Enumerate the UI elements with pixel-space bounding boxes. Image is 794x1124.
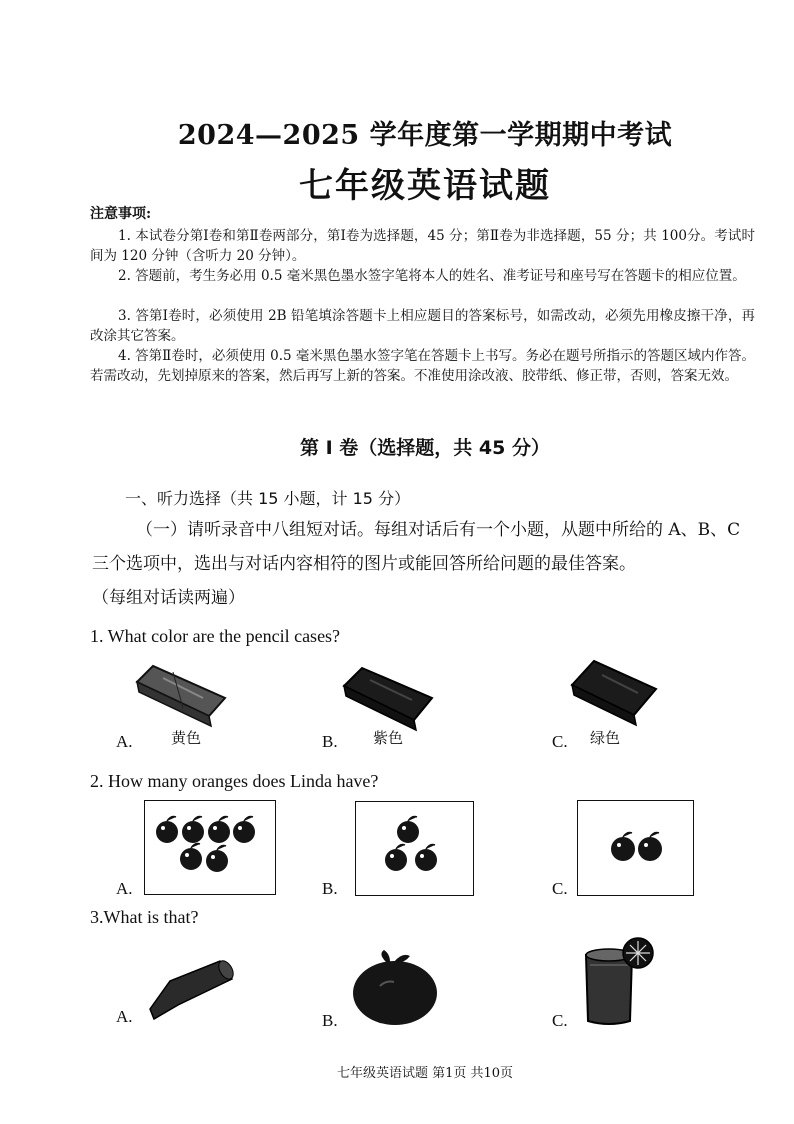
section-instruction-note: （每组对话读两遍） <box>92 588 245 608</box>
notice-item-1: 1. 本试卷分第Ⅰ卷和第Ⅱ卷两部分，第Ⅰ卷为选择题，45 分；第Ⅱ卷为非选择题，55 分；共 100分。考试时间为 120 分钟（含听力 20 分钟）。 <box>90 228 755 264</box>
notice-item-3: 3. 答第Ⅰ卷时，必须使用 2B 铅笔填涂答题卡上相应题目的答案标号，如需改动，必须先用橡皮擦干净，再改涂其它答案。 <box>90 308 755 344</box>
answer-box <box>144 800 276 895</box>
option-letter: C. <box>552 879 568 898</box>
page-footer: 七年级英语试题 第1页 共10页 <box>336 1066 514 1081</box>
notice-heading: 注意事项: <box>90 206 152 222</box>
question-2: 2. How many oranges does Linda have? <box>90 771 379 791</box>
option-letter: A. <box>116 879 133 898</box>
question-3: 3.What is that? <box>90 907 199 927</box>
option-letter: B. <box>322 1011 338 1030</box>
section-title: 一、听力选择（共 15 小题，计 15 分） <box>125 489 411 508</box>
option-color-label: 黄色 <box>171 729 202 747</box>
exam-title: 2024—2025 学年度第一学期期中考试 <box>177 120 673 151</box>
option-letter: C. <box>552 732 568 751</box>
orange-icon <box>350 948 440 1028</box>
question-1: 1. What color are the pencil cases? <box>90 626 341 646</box>
eraser-icon <box>148 955 238 1021</box>
orange-juice-icon <box>578 935 663 1027</box>
notice-item-2: 2. 答题前，考生务必用 0.5 毫米黑色墨水签字笔将本人的姓名、准考证号和座号写在答题卡的相应位置。 <box>118 268 746 284</box>
oranges-icon <box>145 801 275 894</box>
section-instruction: （一）请听录音中八组短对话。每组对话后有一个小题，从题中所给的 A、B、C 三个选项中，选出与对话内容相符的图片或能回答所给问题的最佳答案。 <box>92 520 741 574</box>
option-letter: B. <box>322 732 338 751</box>
option-letter: C. <box>552 1011 568 1030</box>
exam-subtitle: 七年级英语试题 <box>299 166 551 206</box>
option-letter: A. <box>116 732 133 751</box>
notice-item-4: 4. 答第Ⅱ卷时，必须使用 0.5 毫米黑色墨水签字笔在答题卡上书写。务必在题号所指示的答题区域内作答。若需改动，先划掉原来的答案，然后再写上新的答案。不准使用涂改液、胶带纸、修正带，否则，答案无效。 <box>90 348 755 384</box>
option-color-label: 紫色 <box>373 729 404 747</box>
pencil-case-icon <box>568 655 660 731</box>
answer-box <box>355 801 474 896</box>
oranges-icon <box>356 802 473 895</box>
option-color-label: 绿色 <box>590 729 621 747</box>
oranges-icon <box>578 801 693 895</box>
pencil-case-icon <box>340 662 436 734</box>
part-title: 第 Ⅰ 卷（选择题，共 45 分） <box>300 437 550 459</box>
pencil-case-icon <box>133 660 229 730</box>
option-letter: A. <box>116 1007 133 1026</box>
answer-box <box>577 800 694 896</box>
option-letter: B. <box>322 879 338 898</box>
